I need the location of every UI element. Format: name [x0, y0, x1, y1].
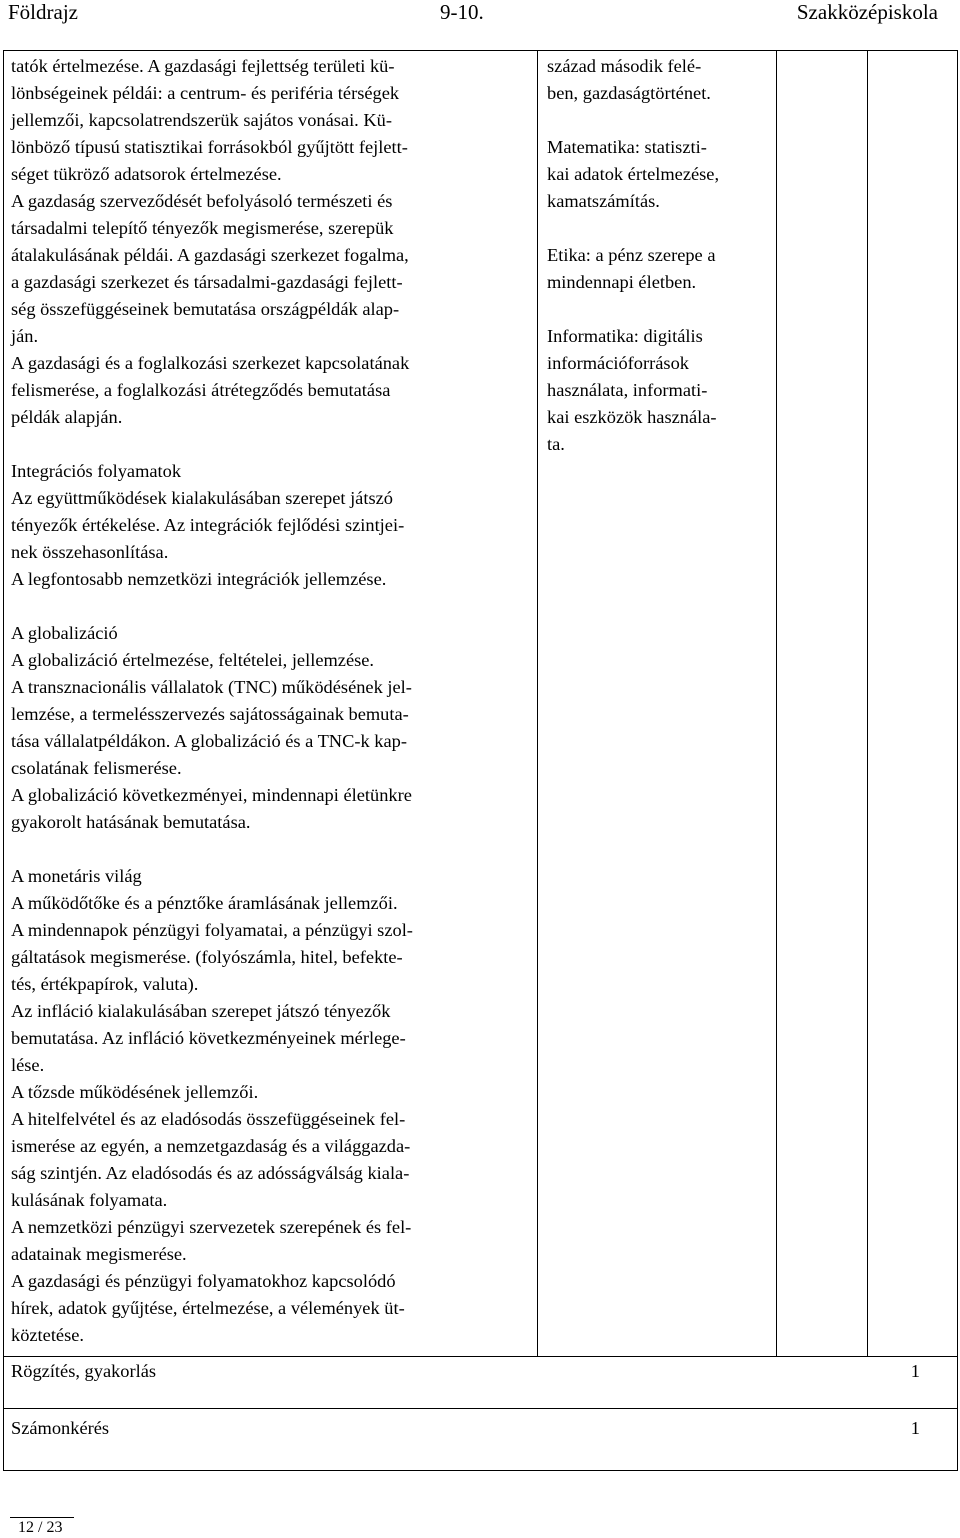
text-line: tés, értékpapírok, valuta). — [11, 974, 199, 994]
paragraph-integration — [11, 458, 533, 593]
text-line: adatainak megismerése. — [11, 1244, 187, 1264]
text-line: A gazdasági és a foglalkozási szerkezet kapcsolatának — [11, 353, 410, 373]
text-line: ben, gazdaságtörténet. — [547, 83, 711, 103]
text-line: Az együttműködések kialakulásában szerepet játszó — [11, 488, 393, 508]
text-line: példák alapján. — [11, 407, 123, 427]
text-line: Integrációs folyamatok — [11, 461, 182, 481]
text-line: séget tükröző adatsorok értelmezése. — [11, 164, 282, 184]
row-assessment-label: Számonkérés — [11, 1418, 110, 1438]
table-bottom-border — [3, 1470, 958, 1471]
text-line: ta. — [547, 434, 565, 454]
text-line: század második felé- — [547, 56, 702, 76]
text-line: ság szintjén. Az eladósodás és az adósságválság kiala- — [11, 1163, 410, 1183]
col-sep-1 — [537, 50, 538, 1357]
text-line: használata, informati- — [547, 380, 708, 400]
page-number: 12 / 23 — [18, 1519, 63, 1536]
text-line: A hitelfelvétel és az eladósodás összefüggéseinek fel- — [11, 1109, 406, 1129]
text-line: kai eszközök használa- — [547, 407, 717, 427]
row-practice-label: Rögzítés, gyakorlás — [11, 1361, 157, 1381]
text-line: A globalizáció következményei, mindennapi életünkre — [11, 785, 412, 805]
row-sep-1 — [3, 1356, 958, 1357]
text-line: lemzése, a termelésszervezés sajátosságainak bemuta- — [11, 704, 409, 724]
paragraph-monetary-world — [11, 863, 533, 1349]
header-school-type: Szakközépiskola — [796, 0, 938, 24]
text-line: A transznacionális vállalatok (TNC) működésének jel- — [11, 677, 412, 697]
text-line: köztetése. — [11, 1325, 85, 1345]
text-line: Informatika: digitális — [547, 326, 703, 346]
table-top-border — [3, 50, 958, 51]
text-line: társadalmi telepítő tényezők megismerése, szerepük — [11, 218, 394, 238]
table-right-border — [957, 50, 958, 1471]
table-left-border — [3, 50, 4, 1471]
text-line: csolatának felismerése. — [11, 758, 182, 778]
text-line: A gazdaság szerveződését befolyásoló természeti és — [11, 191, 393, 211]
text-line: Etika: a pénz szerepe a — [547, 245, 716, 265]
text-line: tényezők értékelése. Az integrációk fejlődési szintjei- — [11, 515, 405, 535]
text-line: mindennapi életben. — [547, 272, 697, 292]
header-grade: 9-10. — [440, 0, 484, 24]
text-line: A mindennapok pénzügyi folyamatai, a pénzügyi szol- — [11, 920, 413, 940]
row-assessment-hours: 1 — [910, 1418, 920, 1438]
row-sep-2 — [3, 1408, 958, 1409]
text-line: A nemzetközi pénzügyi szervezetek szerepének és fel- — [11, 1217, 412, 1237]
text-line: gyakorolt hatásának bemutatása. — [11, 812, 251, 832]
text-line: hírek, adatok gyűjtése, értelmezése, a vélemények üt- — [11, 1298, 405, 1318]
text-line: Matematika: statiszti- — [547, 137, 707, 157]
text-line: kai adatok értelmezése, — [547, 164, 720, 184]
text-line: átalakulásának példái. A gazdasági szerkezet fogalma, — [11, 245, 409, 265]
paragraph-globalization — [11, 620, 533, 836]
text-line: tása vállalatpéldákon. A globalizáció és a TNC-k kap- — [11, 731, 407, 751]
text-line: A globalizáció értelmezése, feltételei, jellemzése. — [11, 650, 375, 670]
header-subject: Földrajz — [8, 0, 78, 24]
connection-math — [547, 134, 772, 215]
connection-informatics — [547, 323, 772, 458]
text-line: A tőzsde működésének jellemzői. — [11, 1082, 259, 1102]
paragraph-economic-development — [11, 53, 533, 431]
text-line: ismerése az egyén, a nemzetgazdaság és a világgazda- — [11, 1136, 411, 1156]
text-line: A gazdasági és pénzügyi folyamatokhoz kapcsolódó — [11, 1271, 396, 1291]
text-line: A globalizáció — [11, 623, 118, 643]
text-line: kulásának folyamata. — [11, 1190, 168, 1210]
text-line: A működőtőke és a pénztőke áramlásának jellemzői. — [11, 893, 398, 913]
row-practice-hours: 1 — [910, 1361, 920, 1381]
text-line: gáltatások megismerése. (folyószámla, hitel, befekte- — [11, 947, 403, 967]
connections-cell — [547, 53, 772, 458]
col-sep-3 — [867, 50, 868, 1357]
text-line: lönbségeinek példái: a centrum- és periféria térségek — [11, 83, 400, 103]
page-header — [0, 0, 960, 30]
text-line: ján. — [11, 326, 39, 346]
text-line: a gazdasági szerkezet és társadalmi-gazdasági fejlett- — [11, 272, 403, 292]
connection-history — [547, 53, 772, 107]
main-content-cell — [11, 53, 533, 1349]
text-line: jellemzői, kapcsolatrendszerük sajátos vonásai. Kü- — [11, 110, 392, 130]
text-line: lönböző típusú statisztikai forrásokból gyűjtött fejlett- — [11, 137, 408, 157]
text-line: Az infláció kialakulásában szerepet játszó tényezők — [11, 1001, 391, 1021]
text-line: kamatszámítás. — [547, 191, 660, 211]
text-line: információforrások — [547, 353, 689, 373]
text-line: A monetáris világ — [11, 866, 142, 886]
connection-ethics — [547, 242, 772, 296]
text-line: felismerése, a foglalkozási átrétegződés bemutatása — [11, 380, 391, 400]
text-line: A legfontosabb nemzetközi integrációk jellemzése. — [11, 569, 387, 589]
col-sep-2 — [776, 50, 777, 1357]
text-line: tatók értelmezése. A gazdasági fejlettség területi kü- — [11, 56, 395, 76]
text-line: ség összefüggéseinek bemutatása országpéldák alap- — [11, 299, 400, 319]
text-line: lése. — [11, 1055, 45, 1075]
text-line: nek összehasonlítása. — [11, 542, 169, 562]
text-line: bemutatása. Az infláció következményeinek mérlege- — [11, 1028, 406, 1048]
